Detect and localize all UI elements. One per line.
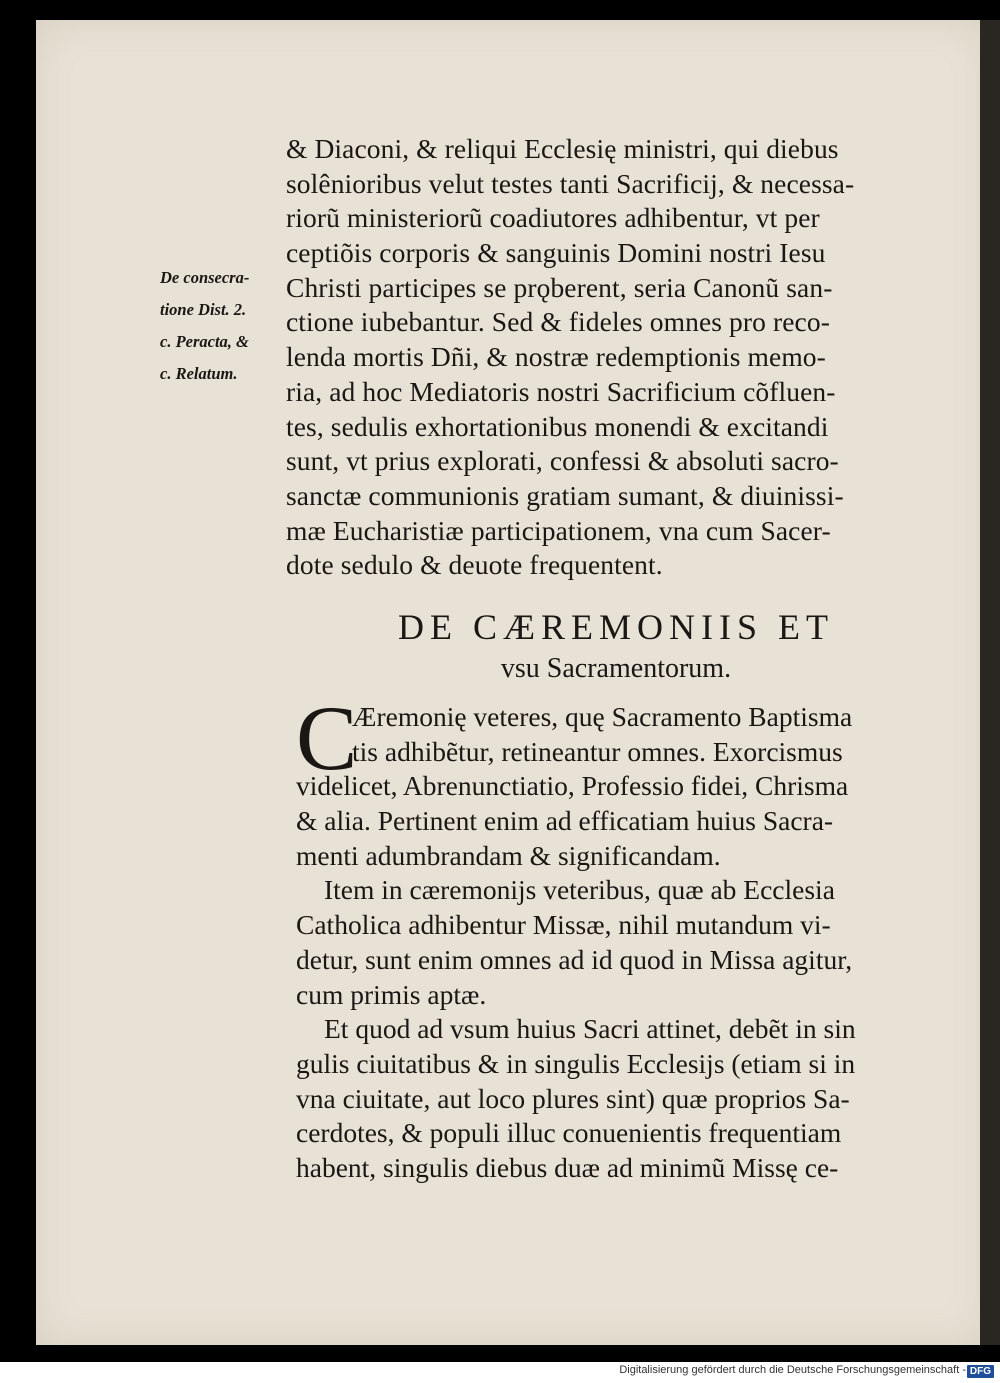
section-body [296, 687, 936, 1186]
text-line: detur, sunt enim omnes ad id quod in Missa agitur, [296, 943, 853, 975]
text-line: Item in cæremonijs veteribus, quæ ab Ecclesia [324, 874, 835, 906]
margin-note-line: tione Dist. 2. [160, 300, 247, 319]
margin-note-line: c. Relatum. [160, 364, 238, 383]
text-line: gulis ciuitatibus & in singulis Ecclesijs (etiam si in [296, 1047, 856, 1079]
text-line: menti adumbrandam & significandam. [296, 839, 721, 871]
margin-note [160, 262, 280, 390]
text-line: Christi participes se prǫberent, seria Canonũ san- [286, 271, 833, 303]
text-line: riorũ ministeriorũ coadiutores adhibentur, vt per [286, 202, 820, 234]
text-line: ria, ad hoc Mediatoris nostri Sacrificium cõfluen- [286, 375, 836, 407]
section-heading [286, 604, 946, 688]
text-line: lenda mortis Dñi, & nostræ redemptionis memo- [286, 341, 826, 373]
text-line: dote sedulo & deuote frequentent. [286, 549, 663, 581]
text-line: habent, singulis diebus duæ ad minimũ Missę ce- [296, 1151, 839, 1183]
text-line: vna ciuitate, aut loco plures sint) quæ proprios Sa- [296, 1082, 850, 1114]
text-line: cerdotes, & populi illuc conuenientis frequentiam [296, 1117, 842, 1149]
text-line: tes, sedulis exhortationibus monendi & excitandi [286, 410, 829, 442]
text-line: sanctæ communionis gratiam sumant, & diuinissi- [286, 479, 844, 511]
text-line: tis adhibẽtur, retineantur omnes. Exorcismus [352, 735, 843, 767]
page-edge [980, 20, 1000, 1345]
footer-bar [0, 1362, 1000, 1383]
text-line: cum primis aptæ. [296, 978, 487, 1010]
text-line: mæ Eucharistiæ participationem, vna cum Sacer- [286, 514, 831, 546]
margin-note-line: c. Peracta, & [160, 332, 249, 351]
margin-note-line: De consecra- [160, 268, 250, 287]
text-line: ctione iubebantur. Sed & fideles omnes pro reco- [286, 306, 830, 338]
dfg-logo-icon[interactable]: DFG [967, 1365, 994, 1378]
text-line: & Diaconi, & reliqui Ecclesię ministri, qui diebus [286, 133, 839, 164]
drop-cap: C [296, 687, 358, 789]
funding-notice: Digitalisierung gefördert durch die Deutsche Forschungsgemeinschaft - [619, 1364, 966, 1376]
text-line: Catholica adhibentur Missæ, nihil mutandum vi- [296, 909, 831, 941]
text-line: sunt, vt prius explorati, confessi & absoluti sacro- [286, 445, 839, 477]
paragraph-1 [286, 132, 936, 583]
heading-line-2: vsu Sacramentorum. [500, 653, 732, 684]
text-line: ceptiõis corporis & sanguinis Domini nostri Iesu [286, 237, 826, 269]
heading-line-1: DE CÆREMONIIS ET [398, 607, 834, 647]
text-line: Æremonię veteres, quę Sacramento Baptisma [352, 701, 853, 732]
text-line: solênioribus velut testes tanti Sacrificij, & necessa- [286, 167, 855, 199]
text-line: & alia. Pertinent enim ad efficatiam huius Sacra- [296, 805, 834, 837]
text-line: Et quod ad vsum huius Sacri attinet, debẽt in sin [324, 1013, 856, 1045]
text-line: videlicet, Abrenunctiatio, Professio fidei, Chrisma [296, 770, 849, 802]
